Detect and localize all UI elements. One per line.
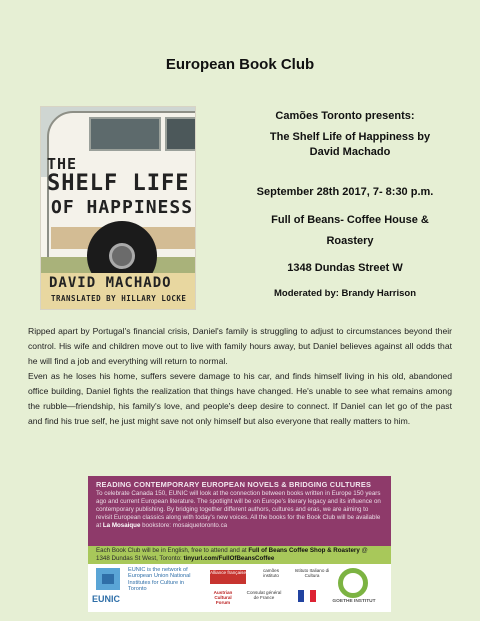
french-flag-icon [298,590,316,602]
strip-address: @ 1348 Dundas St West, Toronto: [96,547,368,562]
cover-van-window [165,117,196,151]
alliance-francaise-logo: Alliance française [210,570,246,584]
goethe-logo-icon [338,568,368,598]
cover-title-line3: OF HAPPINESS [51,197,194,218]
event-date: September 28th 2017, 7- 8:30 p.m. [256,186,434,198]
eunic-promo-banner [88,476,391,612]
description-paragraph: Even as he loses his home, suffers severe damage to his car, and finds himself living in his old, abandoned office building, Daniel fights the realization that things have changed. He's unable to see what remains among the rubble—friendship, his family's love, and people's deep desire to connect. If Daniel can let go of the past and find his true self, he just might save not only himself but also everyone that really matters to him. [28,371,452,426]
strip-venue: Full of Beans Coffee Shop & Roastery [248,547,360,554]
cover-title-line1: THE [47,155,78,173]
book-description [28,324,452,429]
description-paragraph: Ripped apart by Portugal's financial crisis, Daniel's family is struggling to adjust to circumstances beyond their control. His wife and children move out to live with family hours away, but Daniel believes against all odds that he will find a job and everything will return to normal. [28,326,452,366]
venue-line1: Full of Beans- Coffee House & [271,214,429,226]
banner-heading: READING CONTEMPORARY EUROPEAN NOVELS & BRIDGING CULTURES [96,480,372,489]
venue-line2: Roastery [326,235,374,247]
banner-store-name: La Mosaique [102,522,141,529]
book-title-line1: The Shelf Life of Happiness by [269,131,431,143]
book-cover-image [40,106,196,310]
eunic-logo-icon-inner [102,574,114,584]
eunic-description: EUNIC is the network of European Union National Institutes for Culture in Toronto [128,567,191,593]
banner-availability-suffix: bookstore: [142,522,172,529]
book-title-heading [240,130,460,160]
banner-availability-prefix: All the books for the Book Club will be available at [96,514,381,529]
event-address: 1348 Dundas Street W [287,262,403,274]
camoes-logo: camões instituto [262,568,280,578]
event-venue [250,210,450,252]
page-title: European Book Club [165,56,315,73]
french-consulate-logo: Consulat général de France [246,590,282,600]
cover-wheel-hub [109,243,135,269]
austrian-forum-logo: Austrian Cultural Forum [213,590,233,605]
banner-store-link[interactable]: mosaiquetoronto.ca [172,522,228,529]
cover-translator: TRANSLATED BY HILLARY LOCKE [51,294,187,303]
banner-venue-strip [88,546,391,564]
cover-author: DAVID MACHADO [49,275,172,291]
banner-body-text: To celebrate Canada 150, EUNIC will look at the connection between books written in Europe 150 years ago and current European literature. The spotlight will be on Europe's literary legacy and its influence on contemporary publishing. By bridging together different authors, cultures and eras, we are aiming to revisit European classics along with today's new voices. [96,490,381,521]
event-moderator: Moderated by: Brandy Harrison [274,288,416,299]
partner-logos [88,564,391,612]
book-title-line2: David Machado [309,146,391,158]
cover-title-line2: SHELF LIFE [47,171,190,196]
goethe-logo-text: GOETHE INSTITUT [332,599,376,604]
banner-body [96,490,386,530]
strip-prefix: Each Book Club will be in English, free to attend and at [96,547,247,554]
strip-link[interactable]: tinyurl.com/FullOfBeansCoffee [183,555,275,562]
cover-van-window [89,117,161,151]
italian-institute-logo: Istituto Italiano di Cultura [294,568,330,578]
eunic-logo-word: EUNIC [92,594,121,604]
presenter-line: Camões Toronto presents: [275,110,415,122]
